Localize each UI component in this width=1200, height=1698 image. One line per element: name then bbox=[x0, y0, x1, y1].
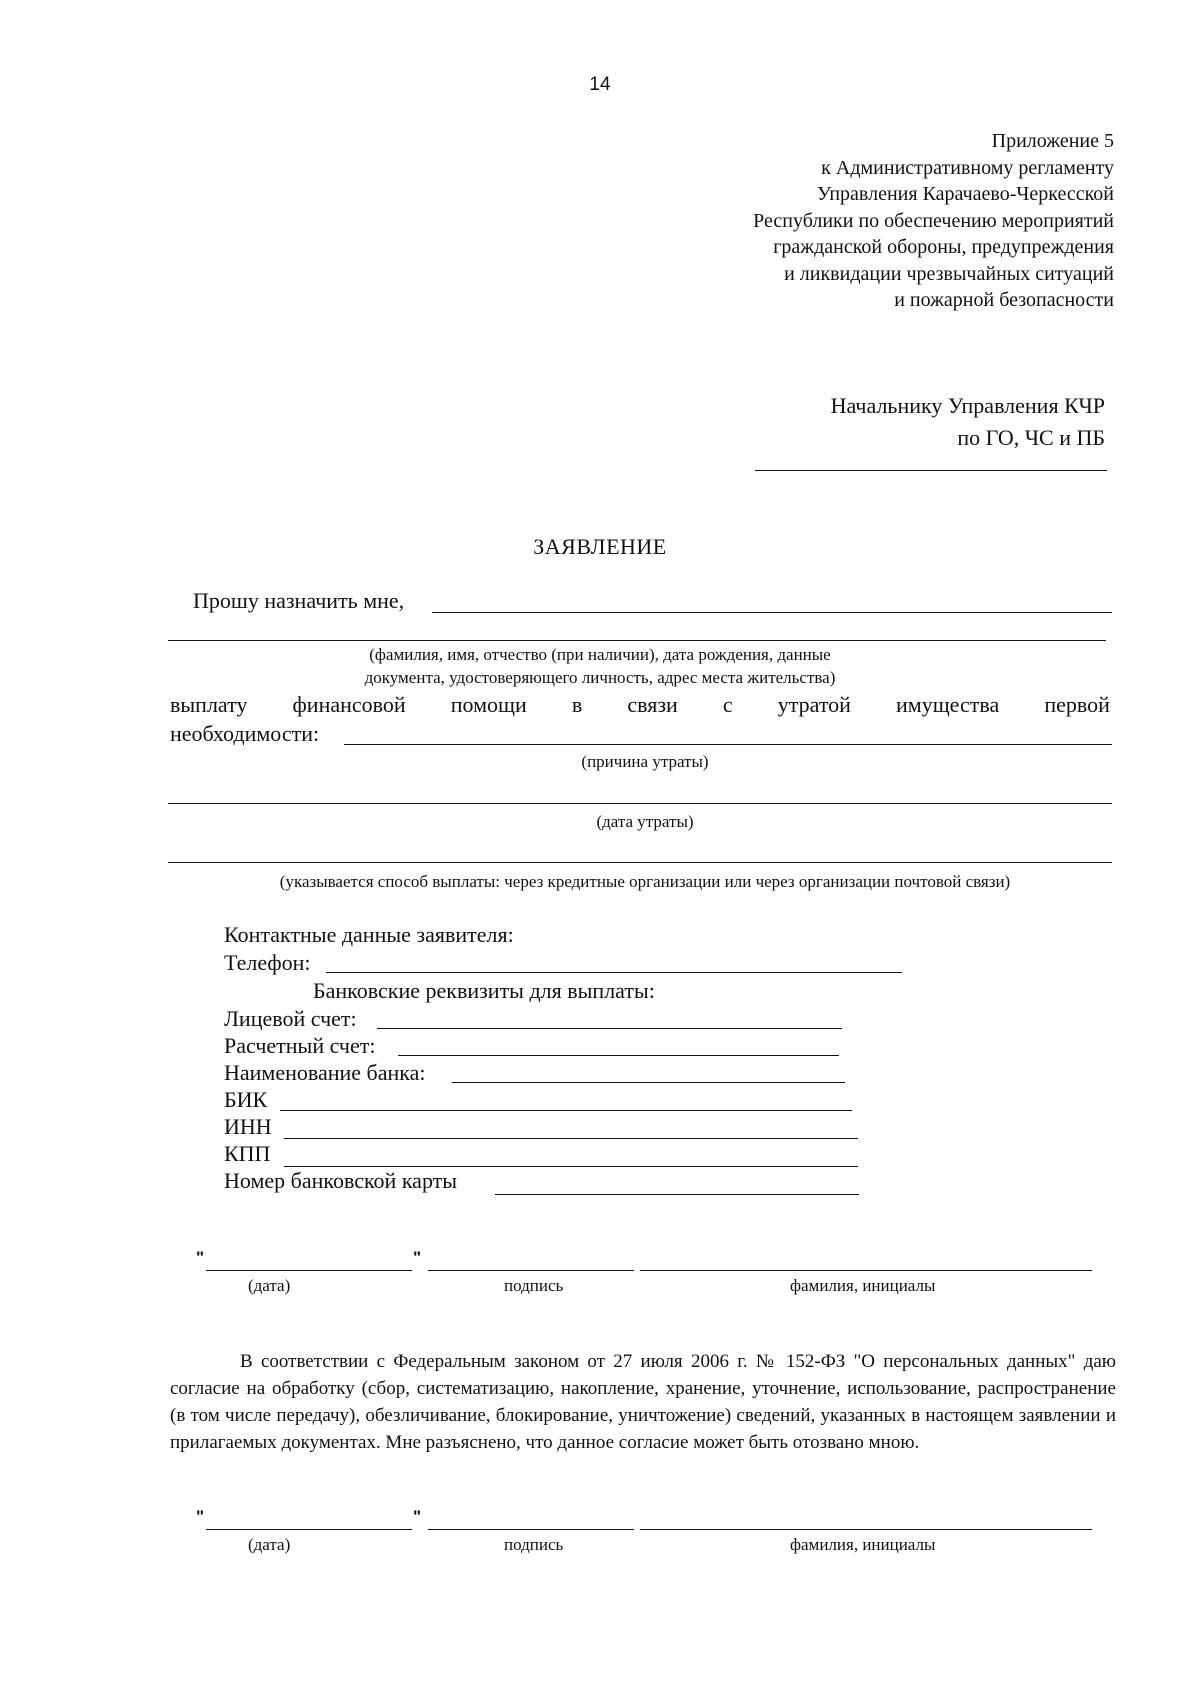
request-word: первой bbox=[1044, 692, 1110, 717]
consent-date-close-quote: " bbox=[413, 1507, 422, 1526]
request-word: с bbox=[722, 692, 733, 717]
note-payment: (указывается способ выплаты: через кредитные организации или через организации почтовой связи) bbox=[279, 872, 1011, 891]
request-word: связи bbox=[627, 692, 678, 717]
name-initials-field[interactable] bbox=[640, 1270, 1092, 1271]
appendix-line: к Административному регламенту bbox=[821, 156, 1114, 179]
page-number: 14 bbox=[589, 74, 611, 95]
request-intro: Прошу назначить мне, bbox=[193, 588, 405, 613]
consent-date-open-quote: " bbox=[196, 1507, 205, 1526]
loss-date-field[interactable] bbox=[168, 803, 1112, 804]
request-word: в bbox=[571, 692, 583, 717]
bik-field[interactable] bbox=[280, 1110, 852, 1111]
card-number-label: Номер банковской карты bbox=[224, 1168, 458, 1193]
date-field[interactable] bbox=[206, 1270, 412, 1271]
signature-caption: подпись bbox=[504, 1276, 564, 1295]
contacts-heading: Контактные данные заявителя: bbox=[224, 922, 514, 947]
request-word: выплату bbox=[170, 692, 248, 717]
appendix-line: гражданской обороны, предупреждения bbox=[773, 236, 1114, 258]
appendix-header bbox=[753, 128, 1114, 314]
settlement-account-label: Расчетный счет: bbox=[224, 1033, 376, 1058]
inn-field[interactable] bbox=[284, 1138, 858, 1139]
appendix-line: Республики по обеспечению мероприятий bbox=[753, 209, 1114, 232]
signature-field[interactable] bbox=[428, 1270, 634, 1271]
necessity-label: необходимости: bbox=[170, 721, 320, 746]
bank-name-label: Наименование банка: bbox=[224, 1060, 426, 1085]
appendix-line: и пожарной безопасности bbox=[894, 289, 1114, 311]
date-open-quote: " bbox=[196, 1248, 205, 1267]
card-number-field[interactable] bbox=[495, 1194, 859, 1195]
note-date: (дата утраты) bbox=[596, 812, 694, 831]
addressee-line: Начальнику Управления КЧР bbox=[830, 393, 1105, 418]
phone-field[interactable] bbox=[326, 972, 902, 973]
kpp-label: КПП bbox=[224, 1141, 271, 1166]
consent-paragraph bbox=[170, 1348, 1116, 1456]
consent-text: В соответствии с Федеральным законом от 27 июля 2006 г. № 152-ФЗ "О персональных данных" даю согласие на обработку (сбор, систематизацию, накопление, хранение, уточнение, использование, распространение (в том числе передачу), обезличивание, блокирование, уничтожение) сведений, указанных в настоящем заявлении и прилагаемых документах. Мне разъяснено, что данное согласие может быть отозвано мною. bbox=[170, 1351, 1116, 1453]
addressee-name-field[interactable] bbox=[755, 470, 1107, 471]
consent-date-field[interactable] bbox=[206, 1529, 412, 1530]
document-title: ЗАЯВЛЕНИЕ bbox=[533, 534, 667, 559]
kpp-field[interactable] bbox=[284, 1166, 858, 1167]
addressee-line: по ГО, ЧС и ПБ bbox=[957, 425, 1105, 450]
appendix-line: Управления Карачаево-Черкесской bbox=[816, 183, 1114, 205]
request-word: утратой bbox=[777, 692, 851, 717]
applicant-field-line-1[interactable] bbox=[432, 612, 1112, 613]
consent-signature-caption: подпись bbox=[504, 1535, 564, 1554]
loss-reason-field[interactable] bbox=[344, 744, 1112, 745]
inn-label: ИНН bbox=[224, 1114, 272, 1139]
settlement-account-field[interactable] bbox=[398, 1055, 839, 1056]
request-word: имущества bbox=[896, 692, 1000, 717]
addressee-block bbox=[831, 390, 1105, 454]
bank-details-heading: Банковские реквизиты для выплаты: bbox=[313, 978, 655, 1003]
request-word: финансовой bbox=[292, 692, 406, 717]
personal-account-field[interactable] bbox=[377, 1028, 842, 1029]
appendix-line: и ликвидации чрезвычайных ситуаций bbox=[784, 262, 1114, 285]
consent-signature-field[interactable] bbox=[428, 1529, 634, 1530]
bank-name-field[interactable] bbox=[452, 1082, 845, 1083]
applicant-field-line-2[interactable] bbox=[168, 640, 1106, 641]
consent-date-caption: (дата) bbox=[248, 1535, 291, 1554]
note-person-1: (фамилия, имя, отчество (при наличии), дата рождения, данные bbox=[369, 645, 831, 664]
consent-name-initials-caption: фамилия, инициалы bbox=[790, 1535, 936, 1554]
request-sentence-line bbox=[170, 692, 1110, 718]
name-initials-caption: фамилия, инициалы bbox=[790, 1276, 936, 1295]
date-close-quote: " bbox=[413, 1248, 422, 1267]
phone-label: Телефон: bbox=[224, 950, 311, 975]
personal-account-label: Лицевой счет: bbox=[224, 1006, 357, 1031]
note-reason: (причина утраты) bbox=[581, 752, 709, 771]
payment-method-field[interactable] bbox=[168, 862, 1112, 863]
consent-name-initials-field[interactable] bbox=[640, 1529, 1092, 1530]
note-person-2: документа, удостоверяющего личность, адрес места жительства) bbox=[364, 668, 836, 687]
appendix-line: Приложение 5 bbox=[991, 130, 1114, 152]
bik-label: БИК bbox=[224, 1087, 268, 1112]
request-word: помощи bbox=[450, 692, 527, 717]
date-caption: (дата) bbox=[248, 1276, 291, 1295]
